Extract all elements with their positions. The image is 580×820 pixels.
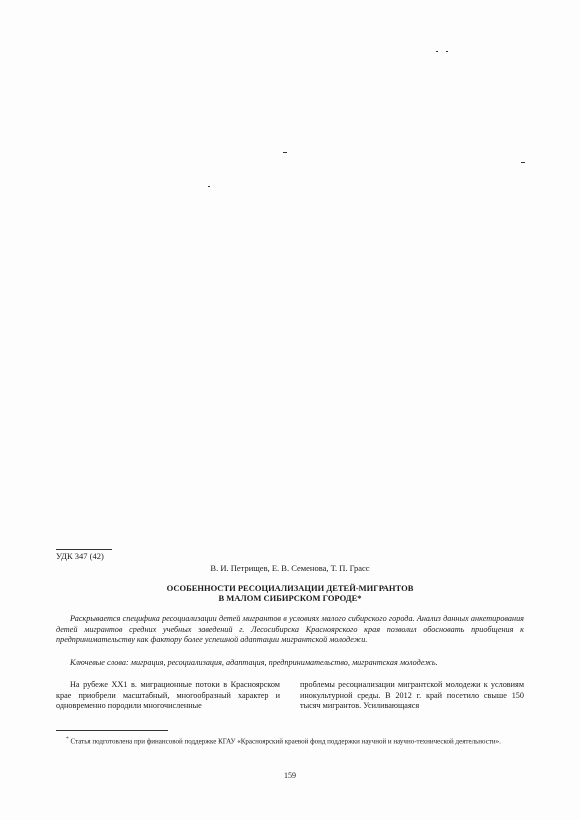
scan-speck: [283, 152, 287, 153]
page-number: 159: [284, 771, 296, 780]
authors: В. И. Петрищев, Е. В. Семенова, Т. П. Грасс: [210, 563, 370, 573]
udc-code: УДК 347 (42): [56, 549, 112, 561]
footnote-mark: *: [66, 736, 69, 742]
article-title: [60, 583, 520, 603]
keywords: Ключевые слова: миграция, ресоциализация, адаптация, предпринимательство, мигрантская молодежь.: [70, 658, 438, 667]
footnote-rule: [56, 730, 168, 731]
scan-speck: [446, 51, 448, 52]
body-column-left: На рубеже XX1 в. миграционные потоки в Красноярском крае приобрели масштабный, многообразный характер и одновременно породили многочисленные: [56, 680, 280, 710]
body-column-right: проблемы ресоциализации мигрантской молодежи к условиям инокультурной среды. В 2012 г. край посетило свыше 150 тысяч мигрантов. Усиливающаяся: [300, 680, 524, 710]
abstract: Раскрывается специфика ресоциализации детей мигрантов в условиях малого сибирского города. Анализ данных анкетирования детей мигрантов средних учебных заведений г. Лесосибирска Красноярского края позволил обосновать приобщения к предпринимательству как фактору более успешной адаптации мигрантской молодежи.: [56, 614, 524, 644]
scan-speck: [521, 162, 525, 163]
footnote-text: Статья подготовлена при финансовой поддержке КГАУ «Красноярский краевой фонд поддержки научной и научно-технической деятельности».: [68, 737, 501, 746]
footnote: [56, 735, 524, 747]
title-line-2: В МАЛОМ СИБИРСКОМ ГОРОДЕ*: [218, 593, 362, 603]
title-line-1: ОСОБЕННОСТИ РЕСОЦИАЛИЗАЦИИ ДЕТЕЙ-МИГРАНТОВ: [166, 583, 414, 593]
scan-speck: [436, 51, 438, 52]
scan-speck: [208, 186, 210, 187]
